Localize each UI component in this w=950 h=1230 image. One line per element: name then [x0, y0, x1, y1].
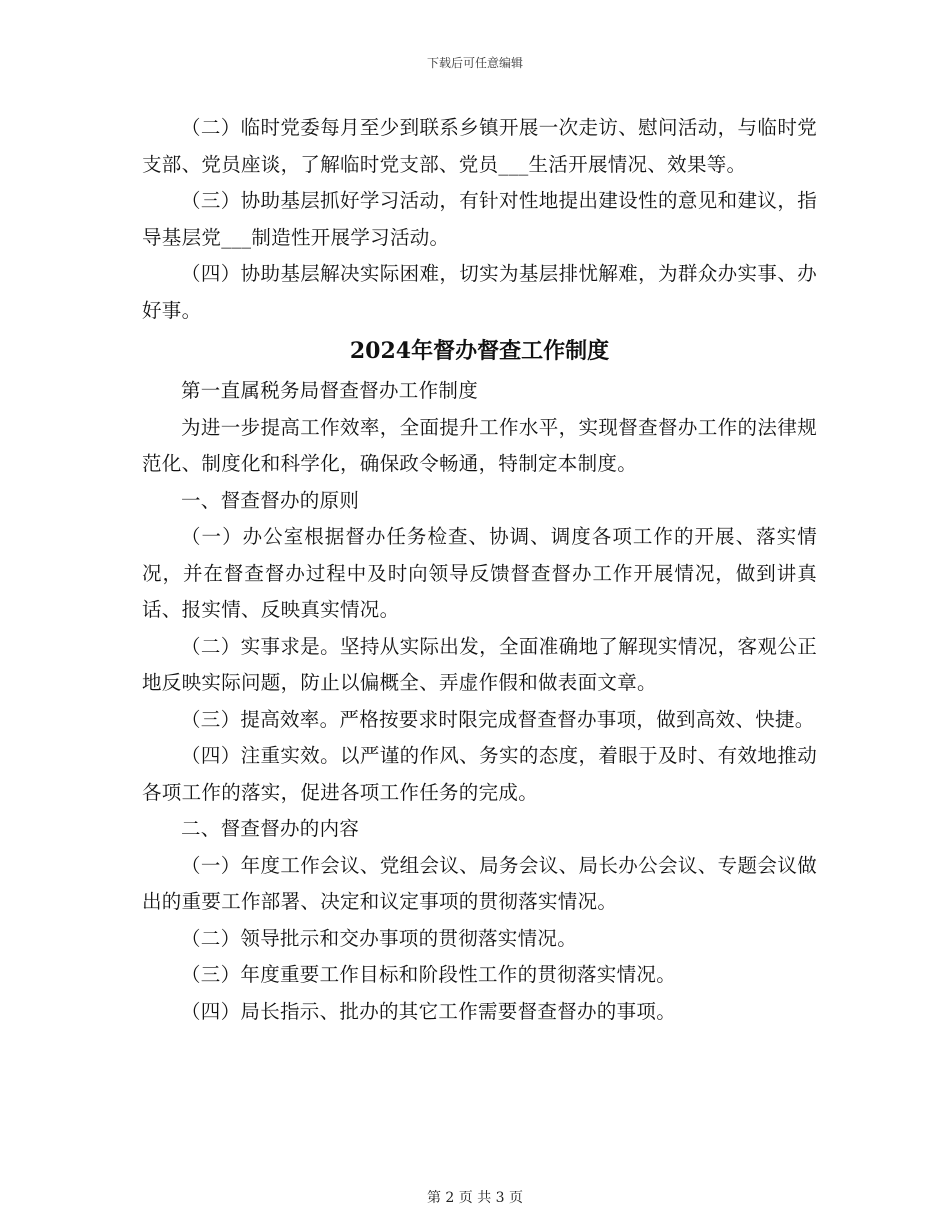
- paragraph: （三）年度重要工作目标和阶段性工作的贯彻落实情况。: [181, 963, 677, 986]
- paragraph: （一）办公室根据督办任务检查、协调、调度各项工作的开展、落实情况，并在督查督办过程中及时向领导反馈督查督办工作开展情况，做到讲真话、报实情、反映真实情况。: [142, 525, 817, 621]
- paragraph: （三）协助基层抓好学习活动，有针对性地提出建设性的意见和建议，指导基层党___制造性开展学习活动。: [142, 189, 817, 249]
- page-header: 下载后可任意编辑: [426, 56, 523, 70]
- paragraph: （四）注重实效。以严谨的作风、务实的态度，着眼于及时、有效地推动各项工作的落实，促进各项工作任务的完成。: [142, 744, 817, 804]
- paragraph: （一）年度工作会议、党组会议、局务会议、局长办公会议、专题会议做出的重要工作部署、决定和议定事项的贯彻落实情况。: [142, 853, 817, 913]
- document-body: [142, 110, 817, 1030]
- paragraph: （四）协助基层解决实际困难，切实为基层排忧解难，为群众办实事、办好事。: [142, 262, 817, 322]
- paragraph: （二）实事求是。坚持从实际出发，全面准确地了解现实情况，客观公正地反映实际问题，防止以偏概全、弄虚作假和做表面文章。: [142, 634, 817, 694]
- paragraph: 为进一步提高工作效率，全面提升工作水平，实现督查督办工作的法律规范化、制度化和科学化，确保政令畅通，特制定本制度。: [142, 415, 817, 475]
- section-heading: 二、督查督办的内容: [181, 817, 360, 840]
- paragraph: （三）提高效率。严格按要求时限完成督查督办事项，做到高效、快捷。: [181, 707, 815, 731]
- page-footer: 第 2 页 共 3 页: [426, 1190, 524, 1206]
- paragraph: （四）局长指示、批办的其它工作需要督查督办的事项。: [181, 999, 677, 1023]
- section-heading: 一、督查督办的原则: [181, 488, 360, 512]
- subtitle-paragraph: 第一直属税务局督查督办工作制度: [181, 379, 479, 402]
- paragraph: （二）领导批示和交办事项的贯彻落实情况。: [181, 926, 578, 950]
- document-title: 2024年督办督查工作制度: [349, 338, 610, 364]
- paragraph: （二）临时党委每月至少到联系乡镇开展一次走访、慰问活动，与临时党支部、党员座谈，了解临时党支部、党员___生活开展情况、效果等。: [142, 116, 817, 176]
